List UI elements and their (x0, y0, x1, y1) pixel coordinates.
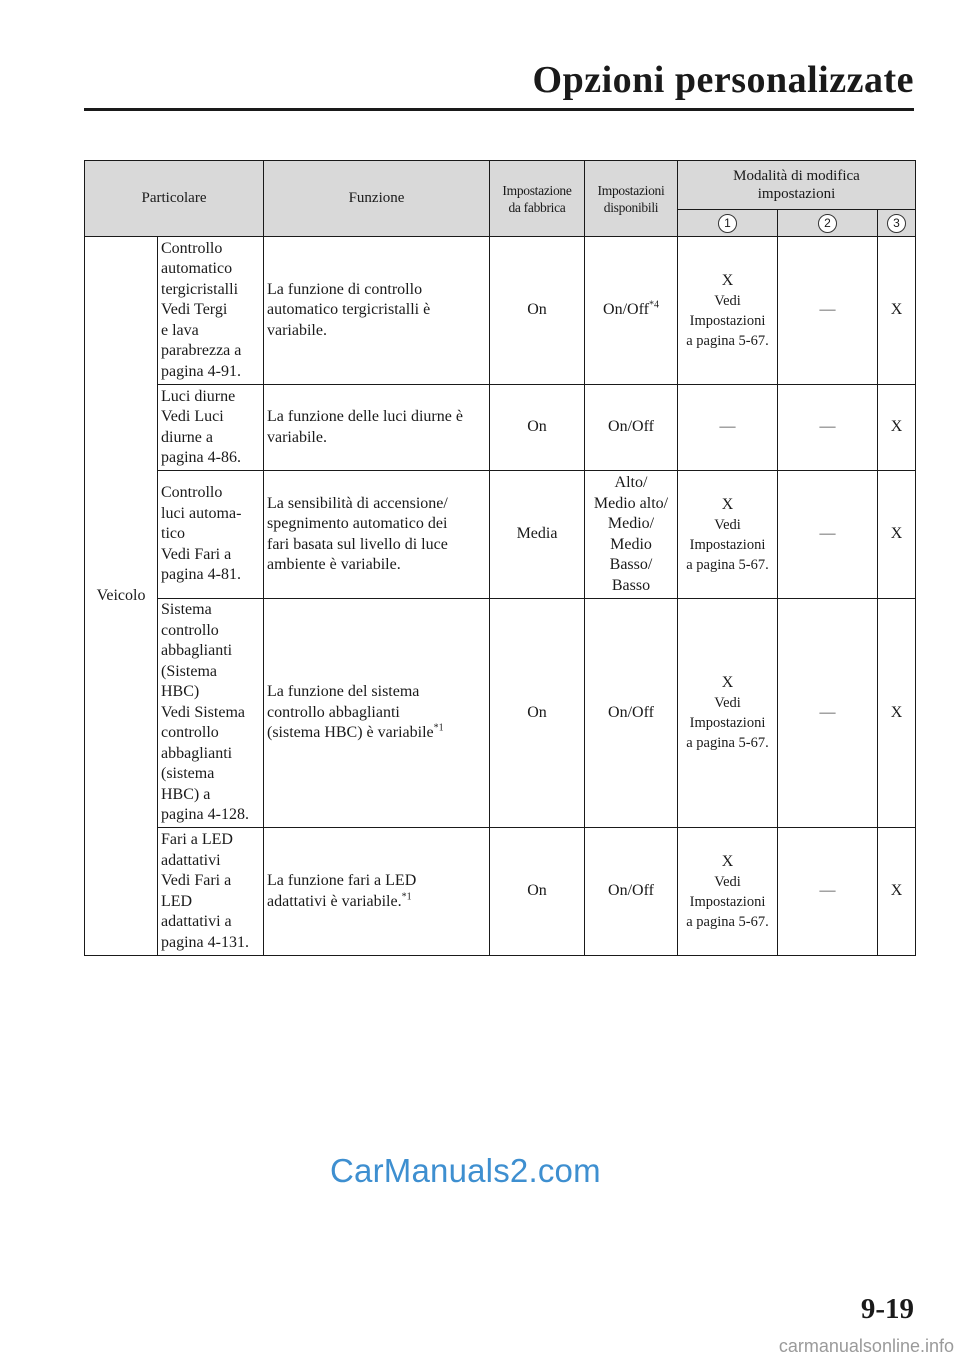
mode3-cell: X (878, 237, 916, 385)
function-cell: La sensibilità di accensione/ spegnimento automatico dei fari basata sul livello di luce ambiente è variabile. (264, 471, 490, 599)
header-mode: Modalità di modifica impostazioni (678, 161, 916, 210)
mode1-cell: X Vedi Impostazioni a pagina 5-67. (678, 471, 778, 599)
factory-cell: On (490, 599, 585, 828)
table-row (85, 828, 916, 956)
header-mode-3 (878, 210, 916, 237)
category-cell: Veicolo (85, 237, 158, 956)
factory-cell: Media (490, 471, 585, 599)
mode3-cell: X (878, 385, 916, 471)
available-cell: On/Off (585, 599, 678, 828)
table-row (85, 237, 916, 385)
table-row (85, 385, 916, 471)
mode3-cell: X (878, 828, 916, 956)
header-item: Particolare (85, 161, 264, 237)
table-row (85, 599, 916, 828)
mode2-cell: — (778, 237, 878, 385)
factory-cell: On (490, 828, 585, 956)
mode1-cell: X Vedi Impostazioni a pagina 5-67. (678, 237, 778, 385)
mode1-cell: X Vedi Impostazioni a pagina 5-67. (678, 599, 778, 828)
page-number: 9-19 (860, 1293, 914, 1325)
available-cell: On/Off (585, 385, 678, 471)
header-factory: Impostazione da fabbrica (490, 161, 585, 237)
header-available: Impostazioni disponibili (585, 161, 678, 237)
header-mode-1 (678, 210, 778, 237)
feature-cell: Luci diurne Vedi Luci diurne a pagina 4-86. (158, 385, 264, 471)
settings-table (84, 160, 916, 956)
feature-cell: Fari a LED adattativi Vedi Fari a LED adattativi a pagina 4-131. (158, 828, 264, 956)
title-rule (84, 108, 914, 111)
function-cell: La funzione delle luci diurne è variabile. (264, 385, 490, 471)
mode3-cell: X (878, 599, 916, 828)
factory-cell: On (490, 237, 585, 385)
mode2-cell: — (778, 385, 878, 471)
mode2-cell: — (778, 471, 878, 599)
header-mode-2 (778, 210, 878, 237)
function-cell: La funzione del sistema controllo abbaglianti (sistema HBC) è variabile$^{*1}$ (264, 599, 490, 828)
available-cell: On/Off$^{*4}$ (585, 237, 678, 385)
mode1-cell: X Vedi Impostazioni a pagina 5-67. (678, 828, 778, 956)
circled-number-2-icon: 2 (818, 214, 837, 233)
mode3-cell: X (878, 471, 916, 599)
available-cell: On/Off (585, 828, 678, 956)
function-cell: La funzione di controllo automatico tergicristalli è variabile. (264, 237, 490, 385)
circled-number-3-icon: 3 (887, 214, 906, 233)
mode2-cell: — (778, 599, 878, 828)
page-title: Opzioni personalizzate (532, 59, 914, 101)
feature-cell: Controllo automatico tergicristalli Vedi Tergi e lava parabrezza a pagina 4-91. (158, 237, 264, 385)
feature-cell: Controllo luci automa- tico Vedi Fari a pagina 4-81. (158, 471, 264, 599)
mode2-cell: — (778, 828, 878, 956)
feature-cell: Sistema controllo abbaglianti (Sistema HBC) Vedi Sistema controllo abbaglianti (sistema HBC) a pagina 4-128. (158, 599, 264, 828)
circled-number-1-icon: 1 (718, 214, 737, 233)
mode1-cell: — (678, 385, 778, 471)
table-row (85, 471, 916, 599)
available-cell: Alto/ Medio alto/ Medio/ Medio Basso/ Basso (585, 471, 678, 599)
function-cell: La funzione fari a LED adattativi è variabile.$^{*1}$ (264, 828, 490, 956)
header-function: Funzione (264, 161, 490, 237)
watermark-link[interactable]: CarManuals2.com (330, 1152, 601, 1189)
footer-site-link[interactable]: carmanualsonline.info (778, 1336, 954, 1356)
factory-cell: On (490, 385, 585, 471)
